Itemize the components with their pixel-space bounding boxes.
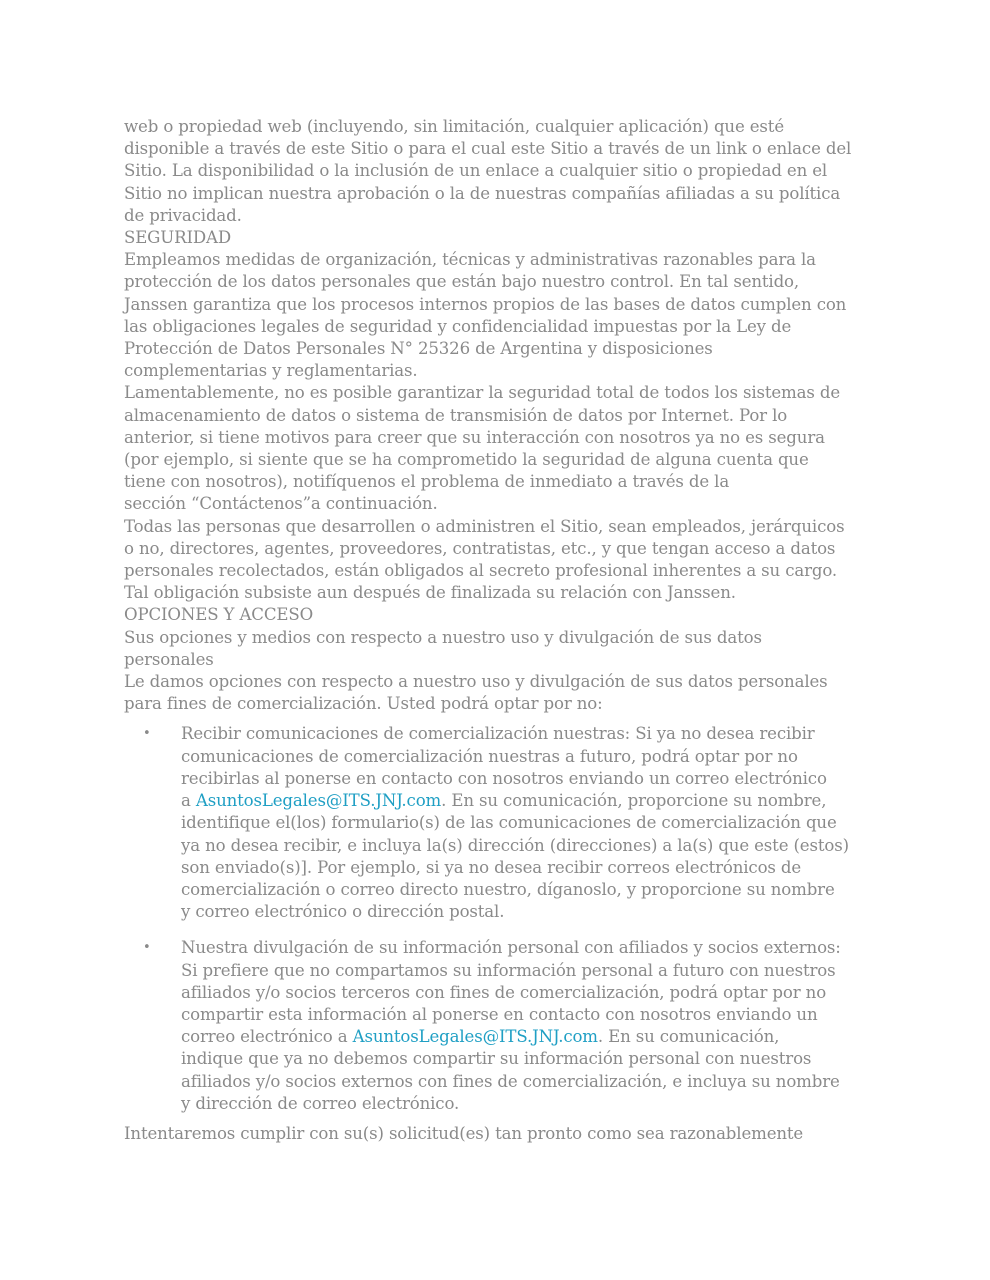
text-line: personales [124, 649, 214, 669]
text-line: Sitio no implican nuestra aprobación o la de nuestras compañías afiliadas a su política [124, 183, 841, 203]
link-prefix: correo electrónico a [181, 1027, 353, 1047]
text-line: Protección de Datos Personales N° 25326 de Argentina y disposiciones [124, 339, 713, 359]
text-line: indique que ya no debemos compartir su información personal con nuestros [181, 1049, 812, 1069]
text-line: Sitio. La disponibilidad o la inclusión de un enlace a cualquier sitio o propiedad en el [124, 161, 828, 181]
text-line: Recibir comunicaciones de comercialización nuestras: Si ya no desea recibir [181, 724, 815, 744]
text-line: disponible a través de este Sitio o para el cual este Sitio a través de un link o enlace del [124, 139, 852, 159]
text-line: protección de los datos personales que están bajo nuestro control. En tal sentido, [124, 272, 800, 292]
link-suffix: . En su comunicación, proporcione su nombre, [441, 791, 827, 811]
opciones-heading: OPCIONES Y ACCESO [124, 605, 314, 625]
text-line: comunicaciones de comercialización nuestras a futuro, podrá optar por no [181, 746, 798, 766]
document-page [124, 116, 872, 1145]
text-line: almacenamiento de datos o sistema de transmisión de datos por Internet. Por lo [124, 405, 788, 425]
list-item [124, 723, 872, 923]
text-line: Empleamos medidas de organización, técnicas y administrativas razonables para la [124, 250, 816, 270]
text-line: de privacidad. [124, 205, 242, 225]
link-suffix: . En su comunicación, [597, 1027, 780, 1047]
text-line [181, 790, 872, 812]
text-line: y correo electrónico o dirección postal. [181, 902, 505, 922]
text-line: Janssen garantiza que los procesos internos propios de las bases de datos cumplen con [124, 294, 847, 314]
text-line [181, 1026, 872, 1048]
text-line: ya no desea recibir, e incluya la(s) dirección (direcciones) a la(s) que este (estos) [181, 835, 849, 855]
text-line: son enviado(s)]. Por ejemplo, si ya no desea recibir correos electrónicos de [181, 857, 802, 877]
text-line: afiliados y/o socios terceros con fines de comercialización, podrá optar por no [181, 982, 827, 1002]
text-line: afiliados y/o socios externos con fines de comercialización, e incluya su nombre [181, 1071, 840, 1091]
text-line: Le damos opciones con respecto a nuestro uso y divulgación de sus datos personales [124, 672, 828, 692]
text-line: Lamentablemente, no es posible garantizar la seguridad total de todos los sistemas de [124, 383, 840, 403]
text-line: tiene con nosotros), notifíquenos el problema de inmediato a través de la [124, 472, 730, 492]
text-line: Si prefiere que no compartamos su información personal a futuro con nuestros [181, 960, 836, 980]
text-line: recibirlas al ponerse en contacto con nosotros enviando un correo electrónico [181, 768, 827, 788]
seguridad-heading: SEGURIDAD [124, 228, 232, 248]
seguridad-paragraph-1 [124, 249, 872, 382]
opciones-subheading [124, 627, 872, 671]
seguridad-paragraph-2 [124, 382, 872, 515]
text-line: identifique el(los) formulario(s) de las comunicaciones de comercialización que [181, 813, 837, 833]
opciones-paragraph [124, 671, 872, 715]
text-line: o no, directores, agentes, proveedores, contratistas, etc., y que tengan acceso a datos [124, 538, 836, 558]
text-line: para fines de comercialización. Usted podrá optar por no: [124, 694, 603, 714]
text-line: comercialización o correo directo nuestro, díganoslo, y proporcione su nombre [181, 879, 835, 899]
text-line: sección “Contáctenos”a continuación. [124, 494, 438, 514]
text-line: web o propiedad web (incluyendo, sin limitación, cualquier aplicación) que esté [124, 117, 784, 136]
text-line: anterior, si tiene motivos para creer que su interacción con nosotros ya no es segura [124, 427, 825, 447]
opt-out-list [124, 723, 872, 1114]
text-line: complementarias y reglamentarias. [124, 361, 418, 381]
email-link[interactable]: AsuntosLegales@ITS.JNJ.com [352, 1027, 598, 1047]
text-line: (por ejemplo, si siente que se ha comprometido la seguridad de alguna cuenta que [124, 450, 809, 470]
text-line: y dirección de correo electrónico. [181, 1093, 460, 1113]
text-line: Nuestra divulgación de su información personal con afiliados y socios externos: [181, 938, 841, 958]
bullet-icon: • [143, 726, 151, 742]
text-line: Tal obligación subsiste aun después de finalizada su relación con Janssen. [124, 583, 736, 603]
seguridad-paragraph-3 [124, 516, 872, 605]
email-link[interactable]: AsuntosLegales@ITS.JNJ.com [195, 791, 442, 811]
list-item [124, 937, 872, 1115]
link-prefix: a [181, 791, 196, 811]
bullet-icon: • [143, 940, 151, 956]
text-line: las obligaciones legales de seguridad y confidencialidad impuestas por la Ley de [124, 316, 792, 336]
closing-line: Intentaremos cumplir con su(s) solicitud(es) tan pronto como sea razonablemente [124, 1123, 804, 1143]
text-line: compartir esta información al ponerse en contacto con nosotros enviando un [181, 1004, 818, 1024]
intro-paragraph [124, 116, 872, 227]
text-line: Sus opciones y medios con respecto a nuestro uso y divulgación de sus datos [124, 627, 762, 647]
text-line: personales recolectados, están obligados al secreto profesional inherentes a su cargo. [124, 561, 838, 581]
text-line: Todas las personas que desarrollen o administren el Sitio, sean empleados, jerárquicos [124, 516, 845, 536]
